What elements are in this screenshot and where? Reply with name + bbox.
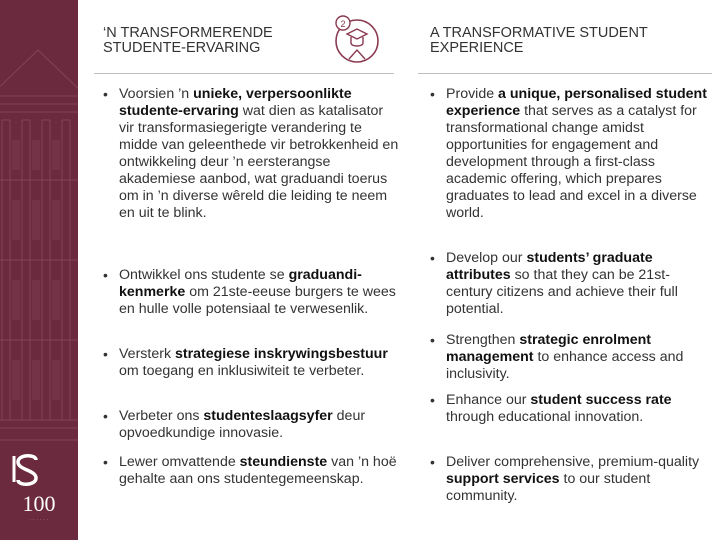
bullet-text: Ontwikkel ons studente se [119, 267, 289, 283]
bullet-text: deur opvoedkundige innovasie. [119, 408, 366, 441]
bullet-text: Verbeter ons [119, 408, 204, 424]
bullet-emphasis: unieke, verpersoonlikte studente-ervaring [119, 86, 352, 119]
bullet-text: om toegang en inklusiwiteit te verbeter. [119, 363, 365, 379]
bullet-text: Versterk [119, 346, 175, 362]
bullet-dot: • [103, 454, 108, 470]
graduate-icon [329, 10, 385, 66]
bullet-text: Lewer omvattende [119, 454, 240, 470]
bullet-emphasis: student success rate [530, 392, 672, 408]
bullet-emphasis: graduandi-kenmerke [119, 267, 362, 300]
bullet-emphasis: strategic enrolment management [446, 332, 652, 365]
bullet-text: Deliver comprehensive, premium-quality [446, 454, 700, 470]
logo-subtext: · · · · · · [29, 517, 49, 522]
bullet-text: so that they can be 21st-century citizens and achieve their full potential. [446, 267, 678, 317]
bullet-text: van ’n hoë gehalte aan ons studentegemeenskap. [119, 454, 397, 487]
bullet-dot: • [103, 346, 108, 362]
bullet-text: through educational innovation. [446, 409, 644, 425]
list-item [428, 86, 716, 222]
bullet-text: to our student community. [446, 471, 651, 504]
list-item [101, 454, 399, 488]
bullet-text: Provide [446, 86, 499, 102]
list-item [428, 454, 716, 505]
right-divider [418, 73, 712, 74]
sidebar-decoration [0, 0, 78, 540]
university-logo [10, 452, 68, 526]
bullet-emphasis: a unique, personalised student experience [446, 86, 707, 119]
bullet-text: om 21ste-eeuse burgers te wees en hulle volle potensiaal te verwesenlik. [119, 284, 396, 317]
bullet-dot: • [103, 86, 108, 102]
bullet-emphasis: studenteslaagsyfer [203, 408, 333, 424]
left-column-title: ‘N TRANSFORMERENDE STUDENTE-ERVARING [103, 25, 273, 56]
bullet-text: Strengthen [446, 332, 520, 348]
bullet-emphasis: strategiese inskrywingsbestuur [174, 346, 388, 362]
bullet-text: Develop our [446, 250, 527, 266]
bullet-text: to enhance access and inclusivity. [446, 349, 684, 382]
list-item [428, 250, 716, 318]
bullet-dot: • [430, 332, 435, 348]
left-divider [94, 73, 394, 74]
bullet-dot: • [430, 454, 435, 470]
bullet-emphasis: support services [446, 471, 560, 487]
bullet-text: that serves as a catalyst for transformational change amidst opportunities for engagement and development through a first-class academic offering, which prepares graduates to lead and excel in a diverse world. [446, 103, 697, 221]
bullet-dot: • [430, 392, 435, 408]
bullet-emphasis: steundienste [239, 454, 328, 470]
logo-mark-icon [10, 452, 40, 492]
list-item [428, 392, 716, 426]
right-column-title: A TRANSFORMATIVE STUDENT EXPERIENCE [430, 25, 648, 56]
bullet-dot: • [430, 86, 435, 102]
bullet-dot: • [103, 267, 108, 283]
bullet-dot: • [103, 408, 108, 424]
bullet-text: Voorsien ’n [119, 86, 194, 102]
step-number: 2 [340, 19, 346, 29]
list-item [101, 408, 399, 442]
logo-number: 100 [22, 491, 56, 516]
list-item [428, 332, 716, 383]
bullet-emphasis: students’ graduate attributes [446, 250, 653, 283]
list-item [101, 267, 399, 318]
bullet-text: wat dien as katalisator vir transformasiegerigte verandering te midde van geleenthede vir betrokkenheid en ontwikkeling deur ’n eersterangse akademiese aanbod, wat graduandi toerus om in ’n diverse wêreld die leiding te neem en uit te blink. [119, 103, 399, 221]
list-item [101, 86, 399, 222]
bullet-text: Enhance our [446, 392, 531, 408]
list-item [101, 346, 399, 380]
bullet-dot: • [430, 250, 435, 266]
